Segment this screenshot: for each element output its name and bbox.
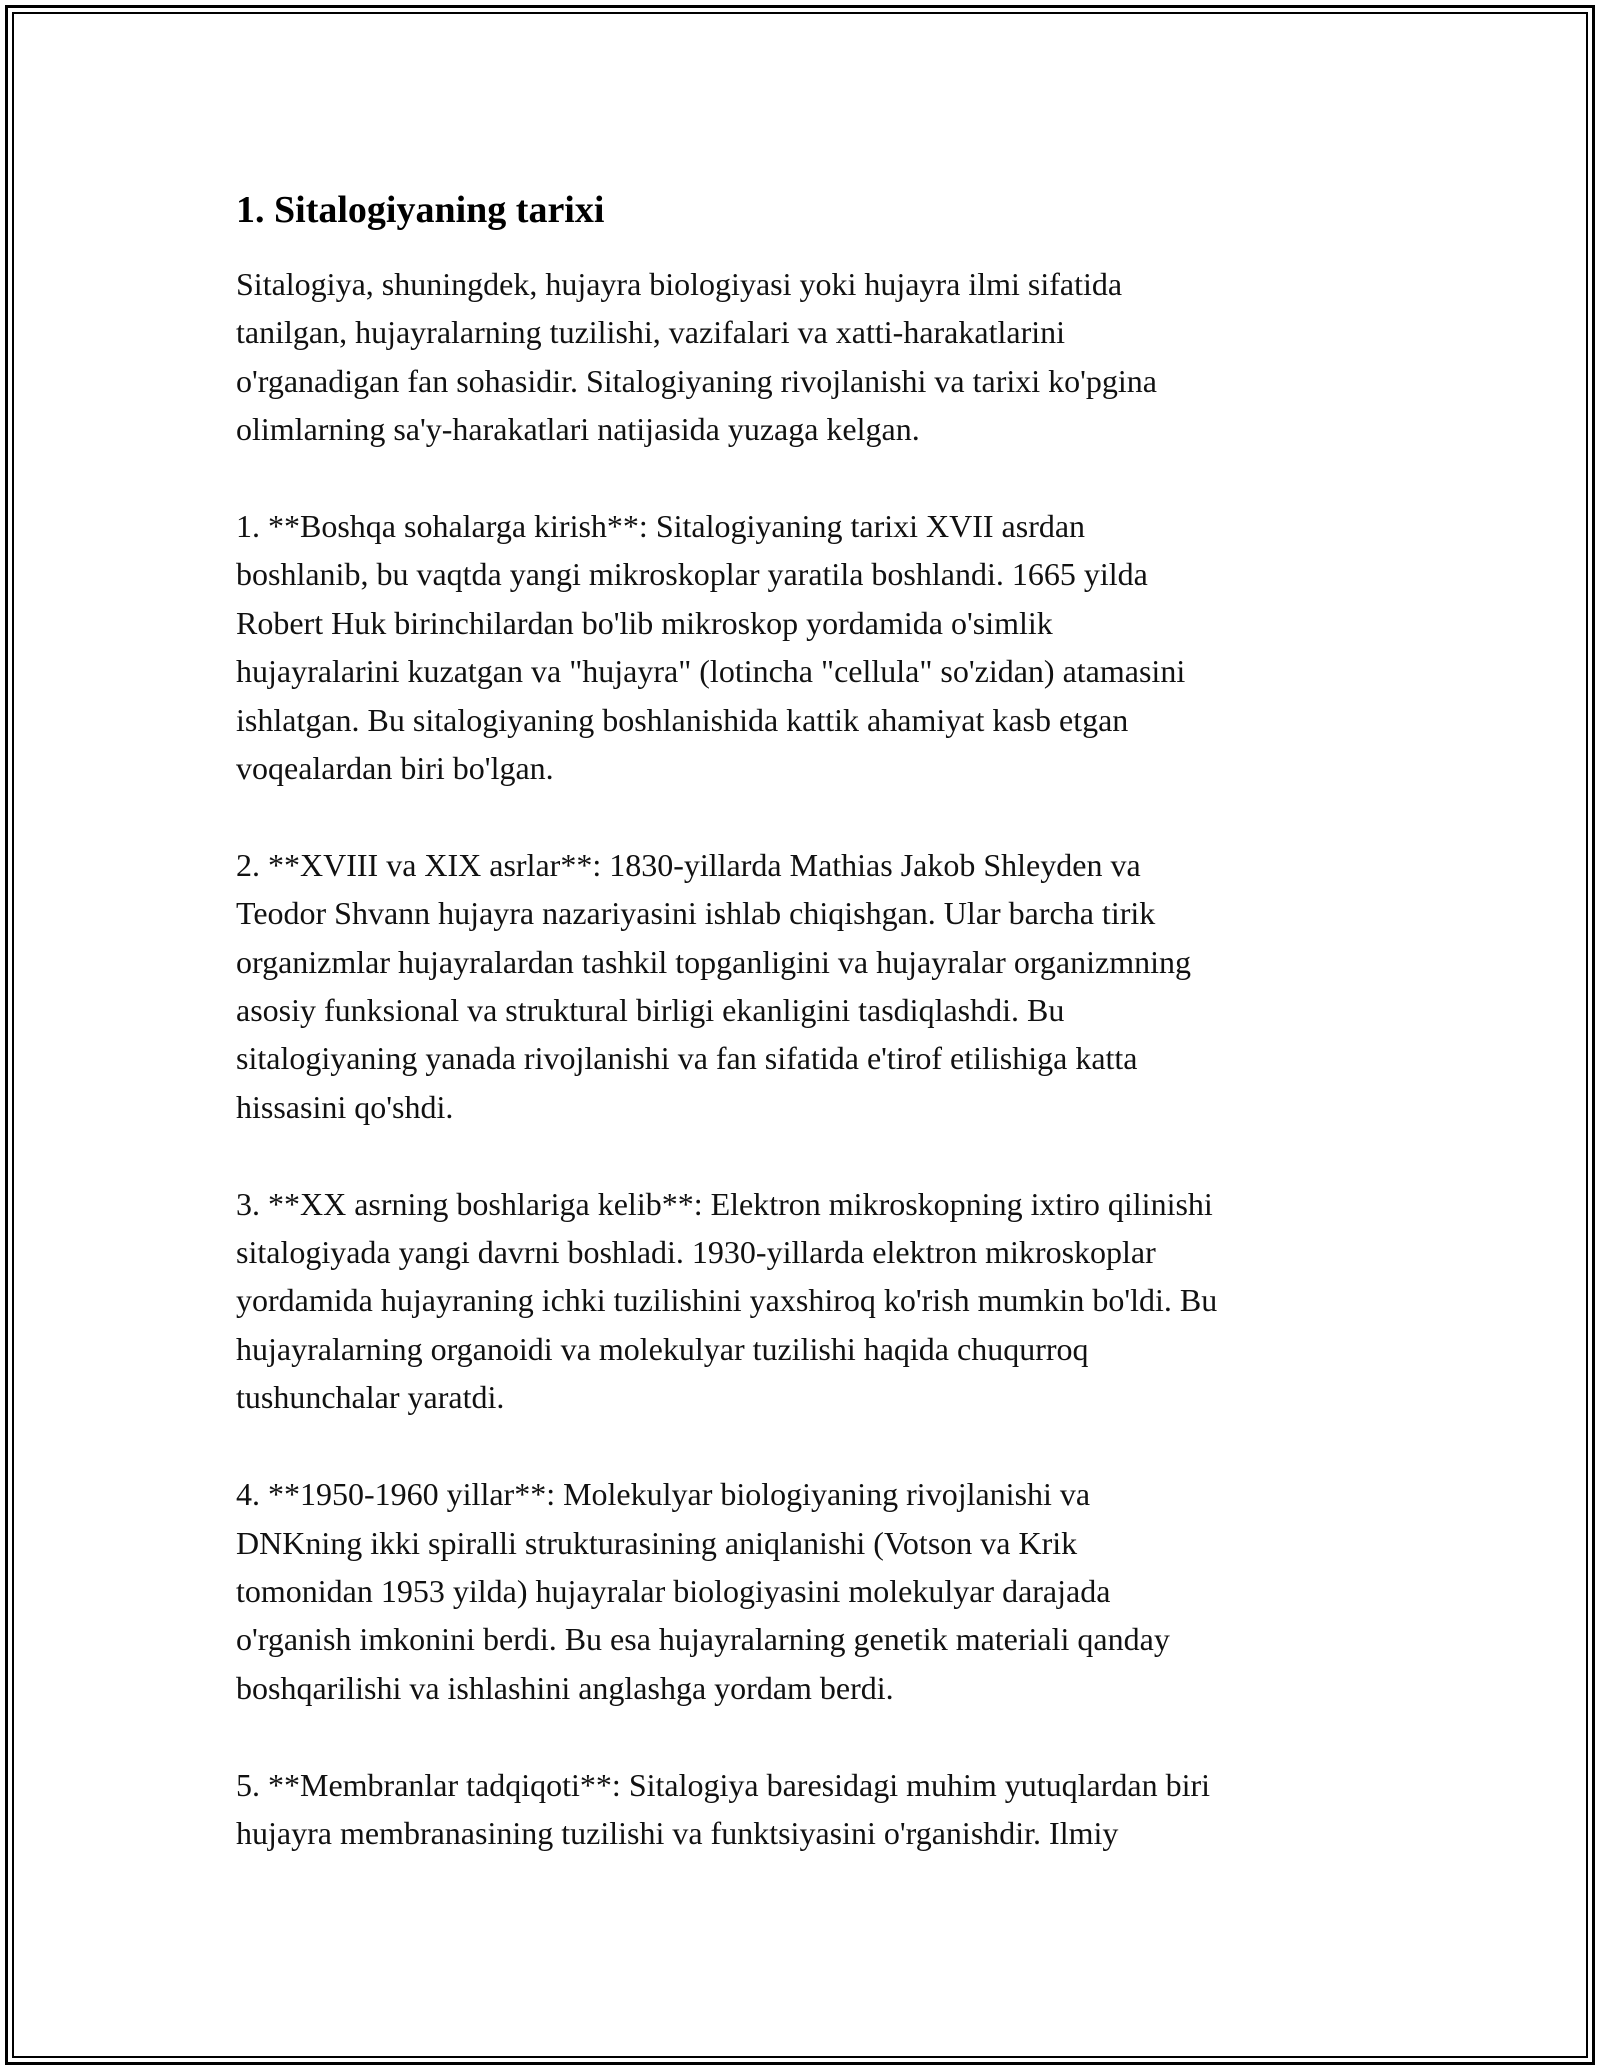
text-line: o'rganadigan fan sohasidir. Sitalogiyaning rivojlanishi va tarixi ko'pgina <box>236 362 1157 399</box>
text-line: Robert Huk birinchilardan bo'lib mikroskop yordamida o'simlik <box>236 604 1053 641</box>
text-line: tushunchalar yaratdi. <box>236 1379 505 1416</box>
text-line: Sitalogiya, shuningdek, hujayra biologiyasi yoki hujayra ilmi sifatida <box>236 266 1123 302</box>
text-line: ishlatgan. Bu sitalogiyaning boshlanishida kattik ahamiyat kasb etgan <box>236 701 1129 738</box>
text-line: Teodor Shvann hujayra nazariyasini ishlab chiqishgan. Ular barcha tirik <box>236 895 1156 932</box>
text-line: 3. **XX asrning boshlariga kelib**: Elektron mikroskopning ixtiro qilinishi <box>236 1185 1213 1222</box>
list-item-3-paragraph <box>236 1180 1376 1422</box>
text-line: hissasini qo'shdi. <box>236 1088 454 1125</box>
text-line: hujayralarning organoidi va molekulyar tuzilishi haqida chuqurroq <box>236 1330 1089 1367</box>
text-line: sitalogiyada yangi davrni boshladi. 1930-yillarda elektron mikroskoplar <box>236 1234 1156 1271</box>
list-item-5-paragraph <box>236 1761 1376 1858</box>
text-line: 5. **Membranlar tadqiqoti**: Sitalogiya baresidagi muhim yutuqlardan biri <box>236 1766 1211 1803</box>
intro-paragraph <box>236 260 1376 454</box>
text-line: tomonidan 1953 yilda) hujayralar biologiyasini molekulyar darajada <box>236 1572 1111 1609</box>
text-line: 2. **XVIII va XIX asrlar**: 1830-yillarda Mathias Jakob Shleyden va <box>236 846 1141 883</box>
text-line: organizmlar hujayralardan tashkil topganligini va hujayralar organizmning <box>236 943 1191 980</box>
text-line: asosiy funksional va struktural birligi ekanligini tasdiqlashdi. Bu <box>236 992 1065 1029</box>
text-line: tanilgan, hujayralarning tuzilishi, vazifalari va xatti-harakatlarini <box>236 314 1065 351</box>
text-line: boshlanib, bu vaqtda yangi mikroskoplar yaratila boshlandi. 1665 yilda <box>236 556 1148 593</box>
text-line: DNKning ikki spiralli strukturasining aniqlanishi (Votson va Krik <box>236 1524 1078 1561</box>
text-line: boshqarilishi va ishlashini anglashga yordam berdi. <box>236 1669 894 1706</box>
text-line: voqealardan biri bo'lgan. <box>236 750 554 787</box>
document-title: 1. Sitalogiyaning tarixi <box>236 189 605 231</box>
text-line: o'rganish imkonini berdi. Bu esa hujayralarning genetik materiali qanday <box>236 1621 1170 1658</box>
list-item-2-paragraph <box>236 841 1376 1131</box>
document-body <box>236 185 1376 1906</box>
list-item-1-paragraph <box>236 502 1376 792</box>
text-line: 4. **1950-1960 yillar**: Molekulyar biologiyaning rivojlanishi va <box>236 1476 1091 1513</box>
text-line: yordamida hujayraning ichki tuzilishini yaxshiroq ko'rish mumkin bo'ldi. Bu <box>236 1282 1218 1319</box>
list-item-4-paragraph <box>236 1470 1376 1712</box>
text-line: hujayralarini kuzatgan va "hujayra" (lotincha "cellula" so'zidan) atamasini <box>236 653 1186 690</box>
text-line: hujayra membranasining tuzilishi va funktsiyasini o'rganishdir. Ilmiy <box>236 1814 1119 1851</box>
text-line: sitalogiyaning yanada rivojlanishi va fan sifatida e'tirof etilishiga katta <box>236 1040 1138 1077</box>
text-line: olimlarning sa'y-harakatlari natijasida yuzaga kelgan. <box>236 411 920 448</box>
text-line: 1. **Boshqa sohalarga kirish**: Sitalogiyaning tarixi XVII asrdan <box>236 508 1086 545</box>
